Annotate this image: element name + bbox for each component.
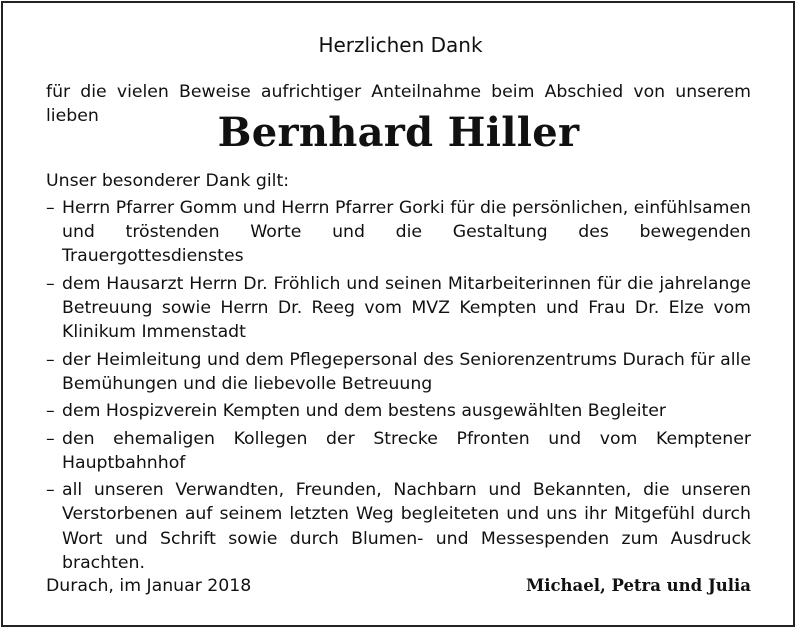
thanks-item: – dem Hospizverein Kempten und dem bestens ausgewählten Begleiter (46, 399, 751, 423)
thanks-item: – all unseren Verwandten, Freunden, Nachbarn und Bekannten, die unseren Verstorbenen auf seinem letzten Weg begleiteten und uns ihr Mitgefühl durch Wort und Schrift sowie durch Blumen- und Messespenden zum Ausdruck brachten. (46, 478, 751, 575)
obituary-thanks-notice (46, 32, 751, 575)
thanks-title: Unser besonderer Dank gilt: (46, 170, 290, 191)
thanks-item: – den ehemaligen Kollegen der Strecke Pfronten und vom Kemptener Hauptbahnhof (46, 427, 751, 476)
place-date: Durach, im Januar 2018 (46, 576, 252, 596)
signatures: Michael, Petra und Julia (525, 576, 751, 595)
notice-header: Herzlichen Dank (318, 33, 483, 57)
thanks-item: – dem Hausarzt Herrn Dr. Fröhlich und seinen Mitarbeiterinnen für die jahrelange Betreuung sowie Herrn Dr. Reeg vom MVZ Kempten und Frau Dr. Elze vom Klinikum Immenstadt (46, 272, 751, 345)
deceased-name: Bernhard Hiller (217, 108, 580, 156)
thanks-item: – Herrn Pfarrer Gomm und Herrn Pfarrer Gorki für die persönlichen, einfühlsamen und tröstenden Worte und die Gestaltung des bewegenden Trauergottesdienstes (46, 196, 751, 269)
notice-footer (46, 574, 751, 598)
intro-text: für die vielen Beweise aufrichtiger Anteilnahme beim Abschied von unserem lieben (46, 82, 751, 127)
thanks-list (46, 196, 751, 575)
thanks-item: – der Heimleitung und dem Pflegepersonal des Seniorenzentrums Durach für alle Bemühungen und die liebevolle Betreuung (46, 348, 751, 397)
